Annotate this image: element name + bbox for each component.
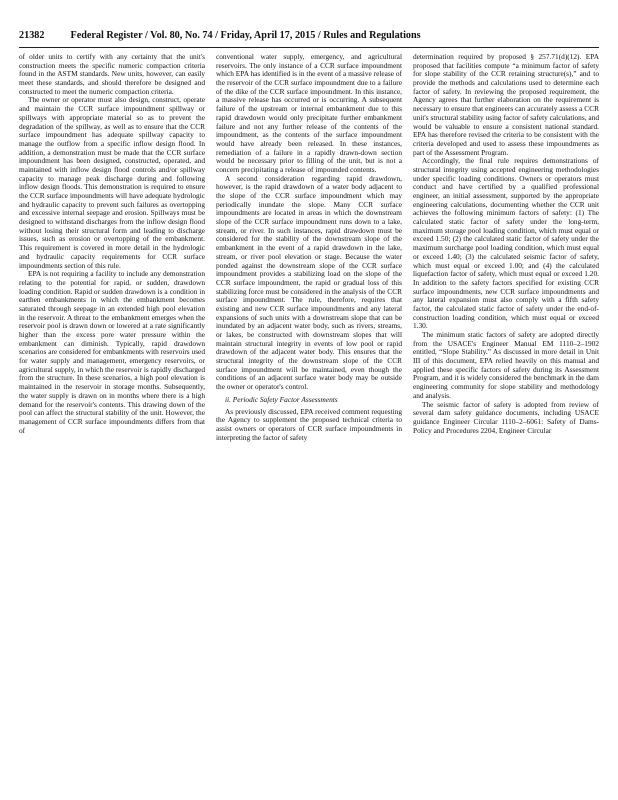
section-heading: ii. Periodic Safety Factor Assessments	[225, 394, 338, 404]
column-2	[216, 53, 402, 791]
paragraph: conventional water supply, emergency, and agricultural reservoirs. The only instance of a CCR surface impoundment which EPA has identified is in the event of a massive release of the reservoir of the CCR surface impoundment due to a failure of the dike of the CCR surface impoundment. In this instance, a massive release has occurred or is occurring. A subsequent failure of the upstream or internal embankment due to this rapid drawdown would only precipitate further embankment failure and not any further release of the contents of the impoundment, as the contents of the surface impoundment would have already been released. In these instances, remediation of a failure in a rapidly drawn-down section would be necessary prior to filling of the unit, but is not a concern precipitating a release of impounded contents.	[216, 53, 402, 174]
column-3	[413, 53, 599, 791]
paragraph: A second consideration regarding rapid drawdown, however, is the rapid drawdown of a water body adjacent to the slope of the CCR surface impoundment which may periodically inundate the slope. Many CCR surface impoundments are located in areas in which the downstream slope of the CCR surface impoundment runs down to a lake, stream, or river. In such instances, rapid drawdown must be considered for the stability of the downstream slope of the embankment in the event of a rapid drawdown in the lake, stream, or river pool elevation or stage. Because the water ponded against the downstream slope of the CCR surface impoundment provides a stabilizing load on the slope of the CCR surface impoundment, the rapid or gradual loss of this stabilizing force must be considered in the analysis of the CCR surface impoundment. The rule, therefore, requires that existing and new CCR surface impoundments and any lateral expansions of such units with a downstream slope that can be inundated by an adjacent water body, such as rivers, streams, or lakes, be constructed with downstream slopes that will maintain structural integrity in events of low pool or rapid drawdown of the adjacent water body. This ensures that the structural integrity of the downstream slope of the CCR surface impoundment will be maintained, even though the conditions of an adjacent surface water body may be outside the owner or operator's control.	[216, 173, 402, 392]
column-1	[19, 53, 205, 791]
text-columns	[19, 53, 599, 791]
paragraph: of older units to certify with any certainty that the unit's construction meets the specific numeric compaction criteria found in the ASTM standards. New units, however, can easily meet these standards, and should therefore be designed and constructed to meet the numeric compaction criteria.	[19, 53, 205, 96]
page-number: 21382	[19, 30, 45, 41]
paragraph: The owner or operator must also design, construct, operate and maintain the CCR surface impoundment spillway or spillways with appropriate material so as to prevent the degradation of the spillway, as well as to ensure that the CCR surface impoundment has adequate spillway capacity to manage the outflow from a specific inflow design flood. In addition, a demonstration must be made that the CCR surface impoundment has been designed, constructed, operated, and maintained with inflow design flood controls and/or spillway capacity to manage peak discharge during and following inflow design floods. This demonstration is required to ensure the CCR surface impoundments will have adequate hydrologic and hydraulic capacity to prevent such failures as overtopping and excessive internal seepage and erosion. Spillways must be designed to withstand discharges from the inflow design flood without losing their structural form and leading to discharge issues, such as erosion or overtopping of the embankment. This requirement is covered in more detail in the hydrologic and hydraulic capacity requirements for CCR surface impoundments section of this rule.	[19, 95, 205, 270]
paragraph: The minimum static factors of safety are adopted directly from the USACE's Engineer Manual EM 1110–2–1902 entitled, “Slope Stability.” As discussed in more detail in Unit III of this document, EPA relied heavily on this manual and applied these specific factors of safety during its Assessment Program, and it is widely considered the benchmark in the dam engineering community for slope stability and methodology and analysis.	[413, 330, 599, 400]
paragraph: determination required by proposed § 257.71(d)(12). EPA proposed that facilities compute “a minimum factor of safety for slope stability of the CCR retaining structure(s),” and to provide the methods and calculations used to determine each factor of safety. In reviewing the proposed requirement, the Agency agrees that further elaboration on the requirement is necessary to ensure that engineers can accurately assess a CCR unit's structural stability using factor of safety calculations, and would be valuable to ensure a consistent national standard. EPA has therefore revised the criteria to be consistent with the criteria developed and used to assess these impoundments as part of the Assessment Program.	[413, 53, 599, 157]
paragraph: The seismic factor of safety is adopted from review of several dam safety guidance documents, including USACE guidance Engineer Circular 1110–2–6061: Safety of Dams-Policy and Procedures 2204, Engineer Circular	[413, 399, 599, 435]
paragraph: EPA is not requiring a facility to include any demonstration relating to the potential for rapid, or sudden, drawdown loading condition. Rapid or sudden drawdown is a condition in earthen embankments in which the embankment becomes saturated through seepage in an extended high pool elevation in the reservoir. A threat to the embankment emerges when the reservoir pool is drawn down or lowered at a rate significantly higher than the excess pore water pressure within the embankment can diminish. Typically, rapid drawdown scenarios are considered for embankments with reservoirs used for water supply and management, emergency reservoirs, or agricultural supply, in which the reservoir is rapidly discharged from the structure. In these scenarios, a high pool elevation is maintained in the reservoir in storage months. Subsequently, the water supply is drawn on in months where there is a high demand for the reservoir's contents. This drawing down of the pool can affect the structural stability of the unit. However, the management of CCR surface impoundments differs from that of	[19, 269, 205, 435]
paragraph: As previously discussed, EPA received comment requesting the Agency to supplement the proposed technical criteria to assist owners or operators of CCR surface impoundments in interpreting the factor of safety	[216, 406, 402, 442]
page-header	[19, 30, 599, 48]
paragraph: Accordingly, the final rule requires demonstrations of structural integrity using accepted engineering methodologies under specific loading conditions. Owners or operators must conduct and have certified by a qualified professional engineer, an initial assessment, supported by the appropriate engineering calculations, documenting whether the CCR unit achieves the following minimum factors of safety: (1) The calculated static factor of safety under the long-term, maximum storage pool loading condition, which must equal or exceed 1.50; (2) the calculated static factor of safety under the maximum surcharge pool loading condition, which must equal or exceed 1.40; (3) the calculated seismic factor of safety, which must equal or exceed 1.00; and (4) the calculated liquefaction factor of safety, which must equal or exceed 1.20. In addition to the safety factors specified for existing CCR surface impoundments, new CCR surface impoundments and any lateral expansion must also comply with a fifth safety factor, the calculated static factor of safety under the end-of-construction loading condition, which must equal or exceed 1.30.	[413, 156, 599, 331]
publication-line: Federal Register / Vol. 80, No. 74 / Friday, April 17, 2015 / Rules and Regulations	[70, 30, 421, 41]
